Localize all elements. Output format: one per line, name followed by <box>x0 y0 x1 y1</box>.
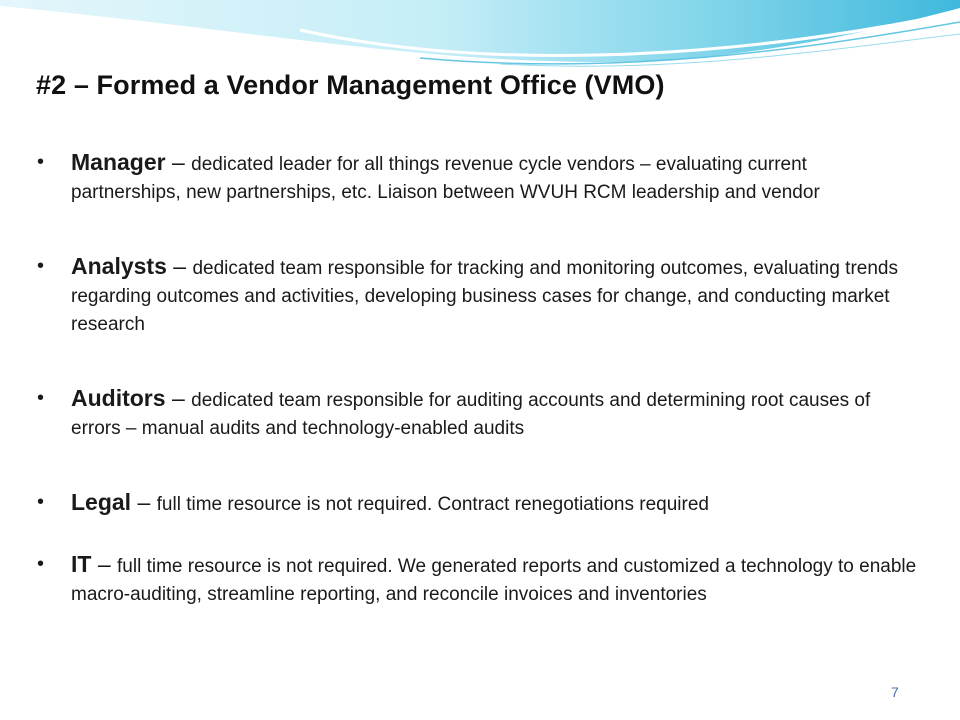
bullet-text: dedicated leader for all things revenue cycle vendors – evaluating current partnerships, new partnerships, etc. Liaison between WVUH RCM leadership and vendor <box>71 154 820 203</box>
bullet-term: Manager <box>71 149 166 175</box>
header-wave-decoration <box>0 0 960 80</box>
bullet-separator: – <box>91 551 118 577</box>
bullet-list <box>36 148 920 609</box>
bullet-item-it <box>36 550 920 609</box>
bullet-separator: – <box>165 385 192 411</box>
slide-title: #2 – Formed a Vendor Management Office (VMO) <box>36 70 665 100</box>
bullet-separator: – <box>131 489 157 515</box>
bullet-term: Legal <box>71 489 132 515</box>
bullet-dot: • <box>37 255 45 277</box>
bullet-item-legal <box>36 488 920 550</box>
bullet-item-manager <box>36 148 920 252</box>
bullet-dot: • <box>37 151 45 173</box>
page-number: 7 <box>891 684 899 700</box>
bullet-separator: – <box>166 253 193 279</box>
bullet-dot: • <box>37 387 45 409</box>
bullet-dot: • <box>37 553 45 575</box>
bullet-dot: • <box>37 491 45 513</box>
bullet-item-analysts <box>36 252 920 384</box>
bullet-separator: – <box>165 149 192 175</box>
bullet-term: IT <box>71 551 92 577</box>
bullet-item-auditors <box>36 384 920 488</box>
bullet-term: Analysts <box>71 253 167 279</box>
bullet-text: dedicated team responsible for auditing accounts and determining root causes of errors – manual audits and technology-enabled audits <box>71 390 871 439</box>
bullet-text: dedicated team responsible for tracking and monitoring outcomes, evaluating trends regarding outcomes and activities, developing business cases for change, and conducting market research <box>71 258 898 335</box>
bullet-term: Auditors <box>71 385 166 411</box>
bullet-text: full time resource is not required. We generated reports and customized a technology to enable macro-auditing, streamline reporting, and reconcile invoices and inventories <box>71 556 917 605</box>
bullet-text: full time resource is not required. Contract renegotiations required <box>156 494 709 515</box>
